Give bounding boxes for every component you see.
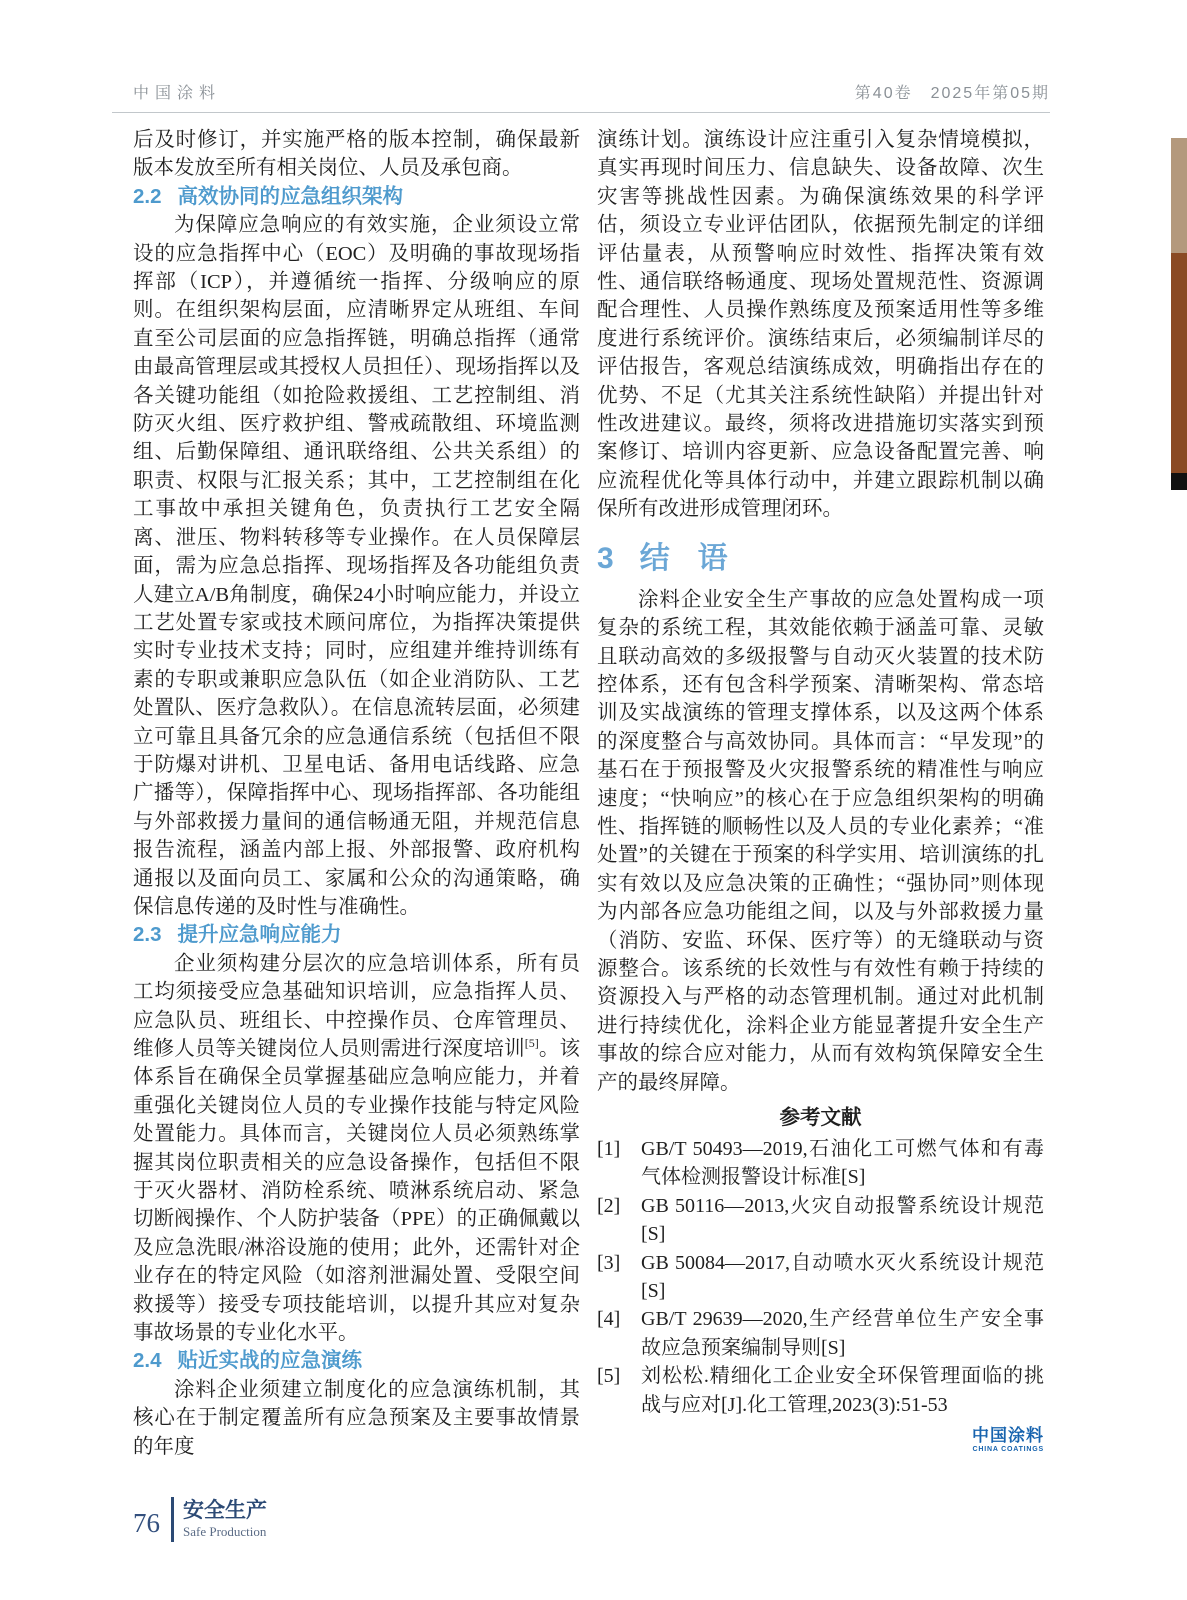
page-number: 76 [133, 1508, 160, 1538]
reference-item [597, 1192, 1044, 1249]
article-body [133, 126, 1044, 1461]
logo-subtitle: CHINA COATINGS [972, 1446, 1044, 1454]
paragraph-section-2-2: 为保障应急响应的有效实施，企业须设立常设的应急指挥中心（EOC）及明确的事故现场指挥部（ICP），并遵循统一指挥、分级响应的原则。在组织架构层面，应清晰界定从班组、车间直至公司层面的应急指挥链，明确总指挥（通常由最高管理层或其授权人员担任）、现场指挥以及各关键功能组（如抢险救援组、工艺控制组、消防灭火组、医疗救护组、警戒疏散组、环境监测组、后勤保障组、通讯联络组、公共关系组）的职责、权限与汇报关系；其中，工艺控制组在化工事故中承担关键角色，负责执行工艺安全隔离、泄压、物料转移等专业操作。在人员保障层面，需为应急总指挥、现场指挥及各功能组负责人建立A/B角制度，确保24小时响应能力，并设立工艺处置专家或技术顾问席位，为指挥决策提供实时专业技术支持；同时，应组建并维持训练有素的专职或兼职应急队伍（如企业消防队、工艺处置队、医疗急救队）。在信息流转层面，必须建立可靠且具备冗余的应急通信系统（包括但不限于防爆对讲机、卫星电话、备用电话线路、应急广播等），保障指挥中心、现场指挥部、各功能组与外部救援力量间的通信畅通无阻，并规范信息报告流程，涵盖内部上报、外部报警、政府机构通报以及面向员工、家属和公众的沟通策略，确保信息传递的及时性与准确性。 [133, 214, 580, 918]
reference-label: [4] [597, 1308, 621, 1331]
reference-label: [5] [597, 1365, 621, 1388]
section-title: 结语 [639, 541, 756, 575]
reference-text: GB/T 50493—2019,石油化工可燃气体和有毒气体检测报警设计标准[S] [641, 1138, 1044, 1189]
logo-wordmark: 中国涂料 [972, 1426, 1044, 1446]
paragraph-continuation: 后及时修订，并实施严格的版本控制，确保最新版本发放至所有相关岗位、人员及承包商。 [133, 129, 580, 180]
paragraph-section-2-3 [133, 950, 580, 1348]
paragraph-text: 企业须构建分层次的应急培训体系，所有员工均须接受应急基础知识培训，应急指挥人员、应急队员、班组长、中控操作员、仓库管理员、维修人员等关键岗位人员则需进行深度培训 [133, 952, 580, 1060]
photo-strip-tan-segment [1171, 138, 1187, 253]
reference-label: [1] [597, 1138, 621, 1160]
section-number: 2.4 [133, 1349, 162, 1373]
section-number: 2.2 [133, 184, 162, 208]
issue-info: 第40卷 2025年第05期 [854, 85, 1050, 102]
journal-name: 中国涂料 [133, 85, 222, 102]
reference-text: GB 50084—2017,自动喷水灭火系统设计规范[S] [641, 1251, 1044, 1303]
reference-item [597, 1135, 1044, 1192]
paragraph-section-2-4: 涂料企业须建立制度化的应急演练机制，其核心在于制定覆盖所有应急预案及主要事故情景的年度 [133, 1378, 580, 1458]
page-header [112, 80, 1050, 113]
page-footer [133, 1497, 267, 1542]
footer-divider [171, 1497, 174, 1542]
section-title: 高效协同的应急组织架构 [177, 184, 403, 208]
section-number: 2.3 [133, 923, 162, 947]
reference-item [597, 1305, 1044, 1362]
paragraph-text: 。该体系旨在确保全员掌握基础应急响应能力，并着重强化关键岗位人员的专业操作技能与特定风险处置能力。具体而言，关键岗位人员必须熟练掌握其岗位职责相关的应急设备操作，包括但不限于灭火器材、消防栓系统、喷淋系统启动、紧急切断阀操作、个人防护装备（PPE）的正确佩戴以及应急洗眼/淋浴设施的使用；此外，还需针对企业存在的特定风险（如溶剂泄漏处置、受限空间救援等）接受专项技能培训，以提升其应对复杂事故场景的专业化水平。 [133, 1038, 581, 1345]
section-heading-2-2 [133, 183, 580, 211]
photo-strip-black-segment [1171, 473, 1187, 490]
section-heading-2-4 [133, 1347, 580, 1375]
page-edge-photo-strip [1171, 138, 1187, 490]
paragraph-continuation: 演练计划。演练设计应注重引入复杂情境模拟，真实再现时间压力、信息缺失、设备故障、次生灾害等挑战性因素。为确保演练效果的科学评估，须设立专业评估团队，依据预先制定的详细评估量表，从预警响应时效性、指挥决策有效性、通信联络畅通度、现场处置规范性、资源调配合理性、人员操作熟练度及预案适用性等多维度进行系统评价。演练结束后，必须编制详尽的评估报告，客观总结演练成效，明确指出存在的优势、不足（尤其关注系统性缺陷）并提出针对性改进建议。最终，须将改进措施切实落实到预案修订、培训内容更新、应急设备配置完善、响应流程优化等具体行动中，并建立跟踪机制以确保所有改进形成管理闭环。 [597, 129, 1044, 521]
china-coatings-logo [597, 1427, 1044, 1454]
section-number: 3 [597, 541, 614, 575]
section-title: 提升应急响应能力 [177, 923, 342, 947]
reference-text: GB/T 29639—2020,生产经营单位生产安全事故应急预案编制导则[S] [641, 1308, 1044, 1359]
reference-item [597, 1249, 1044, 1306]
section-heading-2-3 [133, 921, 580, 949]
column-title: 安全生产 [183, 1499, 267, 1522]
reference-text: 刘松松.精细化工企业安全环保管理面临的挑战与应对[J].化工管理,2023(3):51-53 [641, 1365, 1044, 1416]
reference-label: [3] [597, 1251, 621, 1274]
section-heading-3 [597, 539, 1044, 579]
left-column [133, 126, 580, 1461]
reference-text: GB 50116—2013,火灾自动报警系统设计规范[S] [641, 1194, 1044, 1246]
reference-item [597, 1362, 1044, 1419]
section-title: 贴近实战的应急演练 [177, 1349, 362, 1373]
right-column [597, 126, 1044, 1461]
references-heading: 参考文献 [779, 1106, 862, 1129]
photo-strip-brown-segment [1171, 253, 1187, 473]
column-subtitle: Safe Production [183, 1524, 267, 1539]
reference-label: [2] [597, 1194, 621, 1217]
references-list [597, 1135, 1044, 1419]
footer-column-block [183, 1499, 267, 1540]
footnote-reference-5: [5] [524, 1036, 539, 1051]
paragraph-conclusion: 涂料企业安全生产事故的应急处置构成一项复杂的系统工程，其效能依赖于涵盖可靠、灵敏且联动高效的多级报警与自动灭火装置的技术防控体系，还有包含科学预案、清晰架构、常态培训及实战演练的管理支撑体系，以及这两个体系的深度整合与高效协同。具体而言：“早发现”的基石在于预报警及火灾报警系统的精准性与响应速度；“快响应”的核心在于应急组织架构的明确性、指挥链的顺畅性以及人员的专业化素养；“准处置”的关键在于预案的科学实用、培训演练的扎实有效以及应急决策的正确性；“强协同”则体现为内部各应急功能组之间，以及与外部救援力量（消防、安监、环保、医疗等）的无缝联动与资源整合。该系统的长效性与有效性有赖于持续的资源投入与严格的动态管理机制。通过对此机制进行持续优化，涂料企业方能显著提升安全生产事故的综合应对能力，从而有效构筑保障安全生产的最终屏障。 [597, 588, 1044, 1094]
